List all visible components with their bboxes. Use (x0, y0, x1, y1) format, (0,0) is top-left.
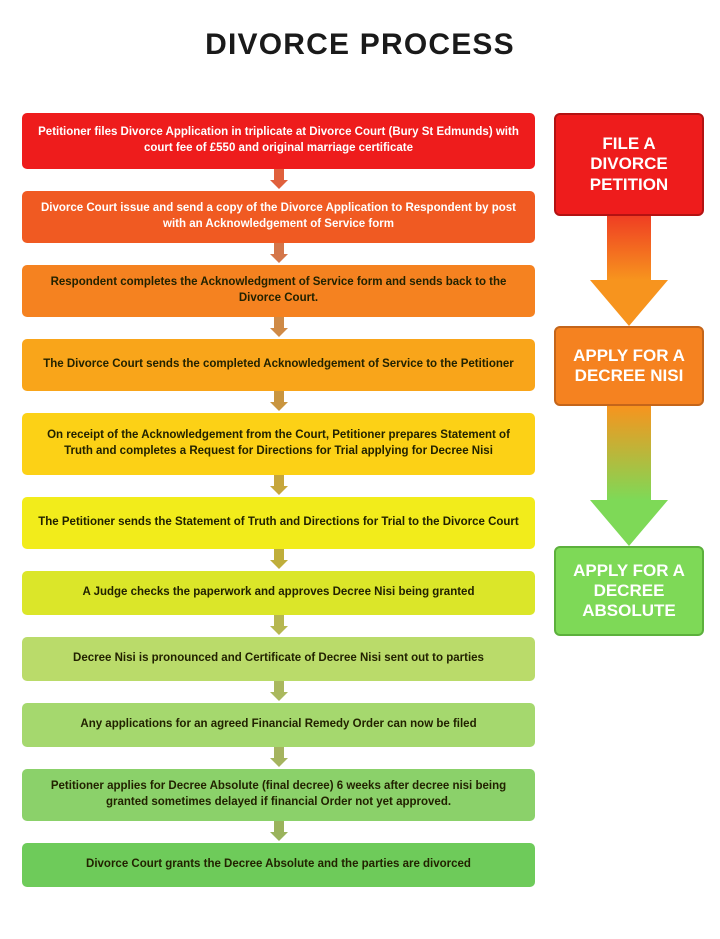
process-step-label: Divorce Court grants the Decree Absolute and the parties are divorced (86, 858, 471, 871)
page-title: DIVORCE PROCESS (205, 28, 515, 61)
stage-arrow-icon (554, 216, 704, 326)
process-step-label: The Divorce Court sends the completed Acknowledgement of Service to the Petitioner (43, 358, 514, 371)
stage-card (554, 546, 704, 636)
process-step-label: Any applications for an agreed Financial Remedy Order can now be filed (80, 718, 477, 731)
flow-arrow-icon (22, 475, 535, 497)
process-step-label: Respondent completes the Acknowledgment of Service form and sends back to the Divorce Court. (50, 276, 507, 304)
stage-arrow-icon (554, 406, 704, 546)
flow-arrow-icon (22, 681, 535, 703)
flow-arrow-icon (22, 243, 535, 265)
flow-arrow-icon (22, 821, 535, 843)
process-step (22, 413, 535, 475)
flow-arrow-icon (22, 169, 535, 191)
flow-arrow-icon (22, 549, 535, 571)
process-flow-column (22, 113, 535, 887)
process-step-label: On receipt of the Acknowledgement from the Court, Petitioner prepares Statement of Truth and completes a Request for Directions for Trial applying for Decree Nisi (47, 429, 510, 457)
process-step (22, 703, 535, 747)
process-step-label: A Judge checks the paperwork and approves Decree Nisi being granted (82, 586, 475, 599)
process-step (22, 769, 535, 821)
process-step-label: Petitioner files Divorce Application in triplicate at Divorce Court (Bury St Edmunds) with court fee of £550 and original marriage certificate (38, 126, 519, 154)
flow-arrow-icon (22, 391, 535, 413)
process-step-label: Petitioner applies for Decree Absolute (final decree) 6 weeks after decree nisi being granted sometimes delayed if financial Order not yet approved. (50, 780, 507, 808)
process-step (22, 843, 535, 887)
stage-card-label: FILE A DIVORCE PETITION (589, 134, 669, 194)
process-step (22, 191, 535, 243)
process-step (22, 637, 535, 681)
stage-card-label: APPLY FOR A DECREE NISI (573, 345, 685, 385)
process-step (22, 571, 535, 615)
process-step (22, 113, 535, 169)
stage-card (554, 326, 704, 406)
process-step-label: Divorce Court issue and send a copy of the Divorce Application to Respondent by post with an Acknowledgement of Service form (41, 202, 516, 230)
stage-card (554, 113, 704, 216)
process-step (22, 339, 535, 391)
process-step-label: Decree Nisi is pronounced and Certificate of Decree Nisi sent out to parties (73, 652, 484, 665)
process-step (22, 497, 535, 549)
flow-arrow-icon (22, 317, 535, 339)
stage-card-label: APPLY FOR A DECREE ABSOLUTE (573, 560, 685, 621)
process-step (22, 265, 535, 317)
flow-arrow-icon (22, 615, 535, 637)
flow-arrow-icon (22, 747, 535, 769)
stage-column (554, 113, 704, 636)
process-step-label: The Petitioner sends the Statement of Truth and Directions for Trial to the Divorce Court (38, 516, 519, 529)
